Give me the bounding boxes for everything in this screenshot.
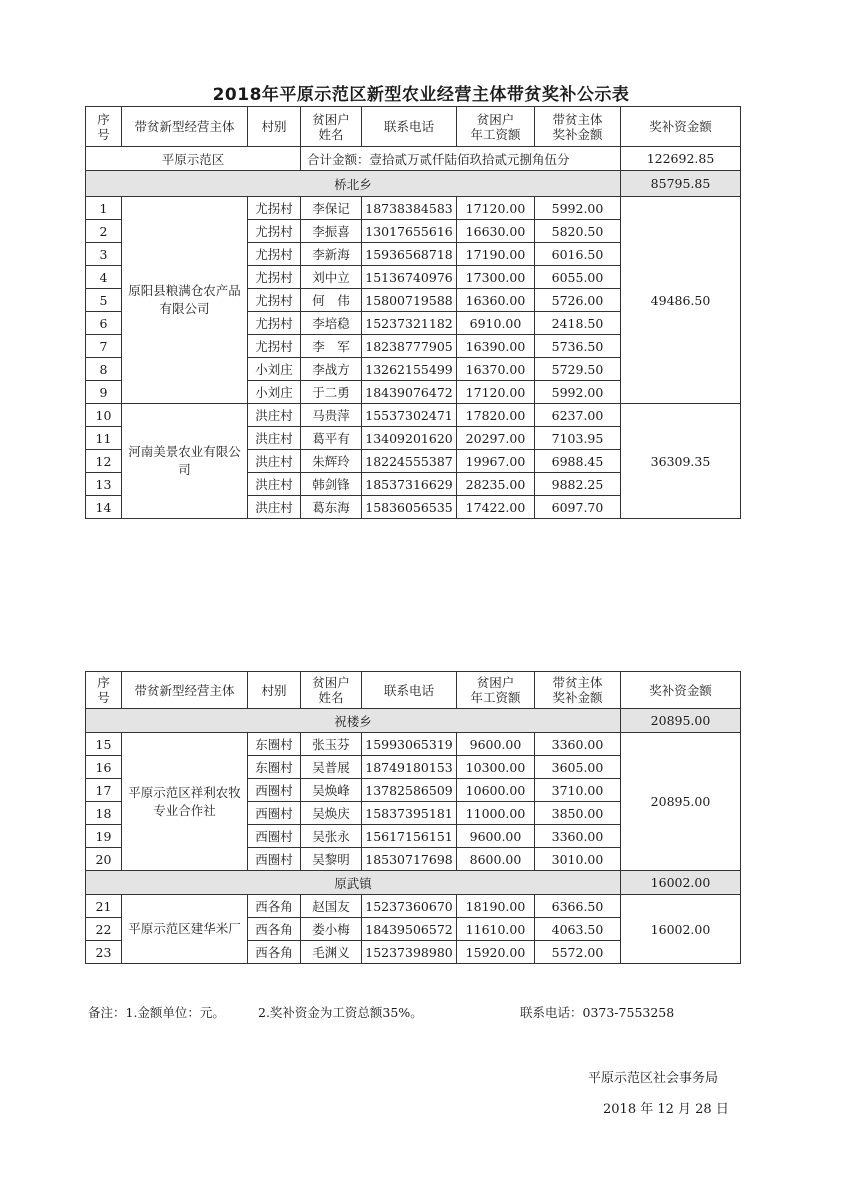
header-phone: 联系电话 [362, 672, 457, 709]
row-subsidy: 6055.00 [535, 266, 621, 289]
header-wage: 贫困户 年工资额 [457, 672, 535, 709]
row-wage: 9600.00 [457, 825, 535, 848]
section-name: 祝楼乡 [86, 709, 621, 733]
row-seq: 2 [86, 220, 122, 243]
row-subsidy: 5992.00 [535, 381, 621, 404]
row-wage: 10300.00 [457, 756, 535, 779]
row-name: 吴普展 [301, 756, 362, 779]
row-phone: 15537302471 [362, 404, 457, 427]
row-wage: 9600.00 [457, 733, 535, 756]
subsidy-table-1 [85, 106, 741, 519]
summary-amount: 122692.85 [621, 147, 741, 171]
row-seq: 3 [86, 243, 122, 266]
row-phone: 15837395181 [362, 802, 457, 825]
row-name: 李战方 [301, 358, 362, 381]
row-village: 洪庄村 [248, 496, 301, 519]
row-name: 张玉芬 [301, 733, 362, 756]
row-seq: 14 [86, 496, 122, 519]
header-village: 村别 [248, 107, 301, 147]
header-wage: 贫困户 年工资额 [457, 107, 535, 147]
header-row [86, 672, 741, 709]
row-village: 西圈村 [248, 848, 301, 871]
row-name: 刘中立 [301, 266, 362, 289]
row-wage: 16360.00 [457, 289, 535, 312]
row-phone: 18224555387 [362, 450, 457, 473]
row-wage: 10600.00 [457, 779, 535, 802]
table-row [86, 197, 741, 220]
row-village: 西各角 [248, 895, 301, 918]
row-village: 尤拐村 [248, 289, 301, 312]
row-name: 马贵萍 [301, 404, 362, 427]
row-village: 洪庄村 [248, 473, 301, 496]
summary-row [86, 147, 741, 171]
row-subsidy: 3710.00 [535, 779, 621, 802]
header-seq: 序 号 [86, 107, 122, 147]
row-seq: 1 [86, 197, 122, 220]
row-phone: 18530717698 [362, 848, 457, 871]
row-seq: 16 [86, 756, 122, 779]
row-village: 东圈村 [248, 733, 301, 756]
row-wage: 11610.00 [457, 918, 535, 941]
section-total: 20895.00 [621, 709, 741, 733]
header-subsidy: 带贫主体 奖补金额 [535, 672, 621, 709]
row-wage: 17820.00 [457, 404, 535, 427]
row-subsidy: 7103.95 [535, 427, 621, 450]
row-seq: 7 [86, 335, 122, 358]
entity-name: 平原示范区祥利农牧专业合作社 [122, 733, 248, 871]
row-subsidy: 3605.00 [535, 756, 621, 779]
row-village: 尤拐村 [248, 220, 301, 243]
row-seq: 11 [86, 427, 122, 450]
section-total: 85795.85 [621, 171, 741, 197]
row-village: 西圈村 [248, 825, 301, 848]
remark-ratio: 2.奖补资金为工资总额35%。 [258, 1005, 423, 1020]
header-name: 贫困户 姓名 [301, 672, 362, 709]
row-phone: 18738384583 [362, 197, 457, 220]
row-seq: 17 [86, 779, 122, 802]
row-name: 吴黎明 [301, 848, 362, 871]
row-seq: 22 [86, 918, 122, 941]
row-village: 东圈村 [248, 756, 301, 779]
row-phone: 15237360670 [362, 895, 457, 918]
row-village: 小刘庄 [248, 381, 301, 404]
row-wage: 8600.00 [457, 848, 535, 871]
row-subsidy: 4063.50 [535, 918, 621, 941]
row-phone: 18439506572 [362, 918, 457, 941]
row-wage: 16390.00 [457, 335, 535, 358]
row-wage: 16630.00 [457, 220, 535, 243]
row-seq: 9 [86, 381, 122, 404]
subsidy-table-2 [85, 671, 741, 964]
row-village: 洪庄村 [248, 404, 301, 427]
table-row [86, 404, 741, 427]
row-seq: 5 [86, 289, 122, 312]
row-subsidy: 5729.50 [535, 358, 621, 381]
header-village: 村别 [248, 672, 301, 709]
row-phone: 18749180153 [362, 756, 457, 779]
row-subsidy: 6237.00 [535, 404, 621, 427]
row-subsidy: 5820.50 [535, 220, 621, 243]
row-name: 娄小梅 [301, 918, 362, 941]
group-total: 20895.00 [621, 733, 741, 871]
issuing-organization: 平原示范区社会事务局 [588, 1071, 719, 1086]
issue-date: 2018 年 12 月 28 日 [603, 1102, 729, 1117]
row-village: 尤拐村 [248, 197, 301, 220]
header-seq: 序 号 [86, 672, 122, 709]
header-phone: 联系电话 [362, 107, 457, 147]
row-village: 洪庄村 [248, 450, 301, 473]
row-name: 吴焕庆 [301, 802, 362, 825]
row-phone: 13262155499 [362, 358, 457, 381]
row-name: 李 军 [301, 335, 362, 358]
row-village: 尤拐村 [248, 335, 301, 358]
row-phone: 15237321182 [362, 312, 457, 335]
row-seq: 6 [86, 312, 122, 335]
row-subsidy: 6097.70 [535, 496, 621, 519]
page-title: 2018年平原示范区新型农业经营主体带贫奖补公示表 [212, 85, 630, 105]
row-subsidy: 5572.00 [535, 941, 621, 964]
row-wage: 6910.00 [457, 312, 535, 335]
row-phone: 15936568718 [362, 243, 457, 266]
row-village: 尤拐村 [248, 243, 301, 266]
row-village: 洪庄村 [248, 427, 301, 450]
header-row [86, 107, 741, 147]
row-wage: 17300.00 [457, 266, 535, 289]
row-phone: 15136740976 [362, 266, 457, 289]
row-subsidy: 3360.00 [535, 733, 621, 756]
section-total: 16002.00 [621, 871, 741, 895]
row-village: 西圈村 [248, 802, 301, 825]
row-name: 李振喜 [301, 220, 362, 243]
row-wage: 16370.00 [457, 358, 535, 381]
row-wage: 17120.00 [457, 381, 535, 404]
row-wage: 15920.00 [457, 941, 535, 964]
row-subsidy: 6366.50 [535, 895, 621, 918]
row-phone: 13409201620 [362, 427, 457, 450]
row-seq: 12 [86, 450, 122, 473]
entity-name: 原阳县粮满仓农产品有限公司 [122, 197, 248, 404]
row-name: 葛东海 [301, 496, 362, 519]
row-wage: 17190.00 [457, 243, 535, 266]
entity-name: 平原示范区建华米厂 [122, 895, 248, 964]
row-phone: 18537316629 [362, 473, 457, 496]
row-subsidy: 3010.00 [535, 848, 621, 871]
row-wage: 20297.00 [457, 427, 535, 450]
row-name: 葛平有 [301, 427, 362, 450]
row-subsidy: 5726.00 [535, 289, 621, 312]
row-village: 西各角 [248, 941, 301, 964]
row-seq: 18 [86, 802, 122, 825]
row-phone: 18439076472 [362, 381, 457, 404]
row-phone: 15836056535 [362, 496, 457, 519]
row-wage: 17120.00 [457, 197, 535, 220]
row-phone: 13782586509 [362, 779, 457, 802]
row-seq: 4 [86, 266, 122, 289]
header-entity: 带贫新型经营主体 [122, 672, 248, 709]
section-row [86, 709, 741, 733]
table-row [86, 895, 741, 918]
remark-unit: 备注：1.金额单位：元。 [88, 1005, 225, 1020]
row-wage: 11000.00 [457, 802, 535, 825]
table-row [86, 733, 741, 756]
row-wage: 18190.00 [457, 895, 535, 918]
row-seq: 21 [86, 895, 122, 918]
row-subsidy: 2418.50 [535, 312, 621, 335]
row-seq: 15 [86, 733, 122, 756]
row-subsidy: 3850.00 [535, 802, 621, 825]
row-phone: 15800719588 [362, 289, 457, 312]
row-seq: 13 [86, 473, 122, 496]
row-wage: 19967.00 [457, 450, 535, 473]
summary-area: 平原示范区 [86, 147, 301, 171]
section-name: 桥北乡 [86, 171, 621, 197]
row-seq: 10 [86, 404, 122, 427]
header-name: 贫困户 姓名 [301, 107, 362, 147]
summary-amount-text: 合计金额：壹拾贰万贰仟陆佰玖拾贰元捌角伍分 [301, 147, 621, 171]
entity-name: 河南美景农业有限公司 [122, 404, 248, 519]
row-name: 李保记 [301, 197, 362, 220]
header-total: 奖补资金额 [621, 672, 741, 709]
row-phone: 15237398980 [362, 941, 457, 964]
row-subsidy: 3360.00 [535, 825, 621, 848]
row-subsidy: 5992.00 [535, 197, 621, 220]
contact-phone: 联系电话：0373-7553258 [520, 1005, 675, 1020]
row-phone: 13017655616 [362, 220, 457, 243]
row-name: 赵国友 [301, 895, 362, 918]
row-name: 毛渊义 [301, 941, 362, 964]
row-name: 何 伟 [301, 289, 362, 312]
row-name: 朱辉玲 [301, 450, 362, 473]
row-name: 于二勇 [301, 381, 362, 404]
row-subsidy: 9882.25 [535, 473, 621, 496]
row-village: 尤拐村 [248, 312, 301, 335]
header-entity: 带贫新型经营主体 [122, 107, 248, 147]
header-subsidy: 带贫主体 奖补金额 [535, 107, 621, 147]
row-subsidy: 6016.50 [535, 243, 621, 266]
row-subsidy: 5736.50 [535, 335, 621, 358]
row-seq: 23 [86, 941, 122, 964]
row-village: 西各角 [248, 918, 301, 941]
row-phone: 18238777905 [362, 335, 457, 358]
header-total: 奖补资金额 [621, 107, 741, 147]
row-name: 吴焕峰 [301, 779, 362, 802]
row-wage: 28235.00 [457, 473, 535, 496]
section-row [86, 871, 741, 895]
row-seq: 19 [86, 825, 122, 848]
row-name: 韩剑锋 [301, 473, 362, 496]
group-total: 49486.50 [621, 197, 741, 404]
row-village: 尤拐村 [248, 266, 301, 289]
row-name: 吴张永 [301, 825, 362, 848]
row-phone: 15617156151 [362, 825, 457, 848]
section-row [86, 171, 741, 197]
row-village: 西圈村 [248, 779, 301, 802]
group-total: 16002.00 [621, 895, 741, 964]
section-name: 原武镇 [86, 871, 621, 895]
row-phone: 15993065319 [362, 733, 457, 756]
row-wage: 17422.00 [457, 496, 535, 519]
row-village: 小刘庄 [248, 358, 301, 381]
row-subsidy: 6988.45 [535, 450, 621, 473]
row-seq: 8 [86, 358, 122, 381]
row-name: 李培稳 [301, 312, 362, 335]
group-total: 36309.35 [621, 404, 741, 519]
row-name: 李新海 [301, 243, 362, 266]
row-seq: 20 [86, 848, 122, 871]
